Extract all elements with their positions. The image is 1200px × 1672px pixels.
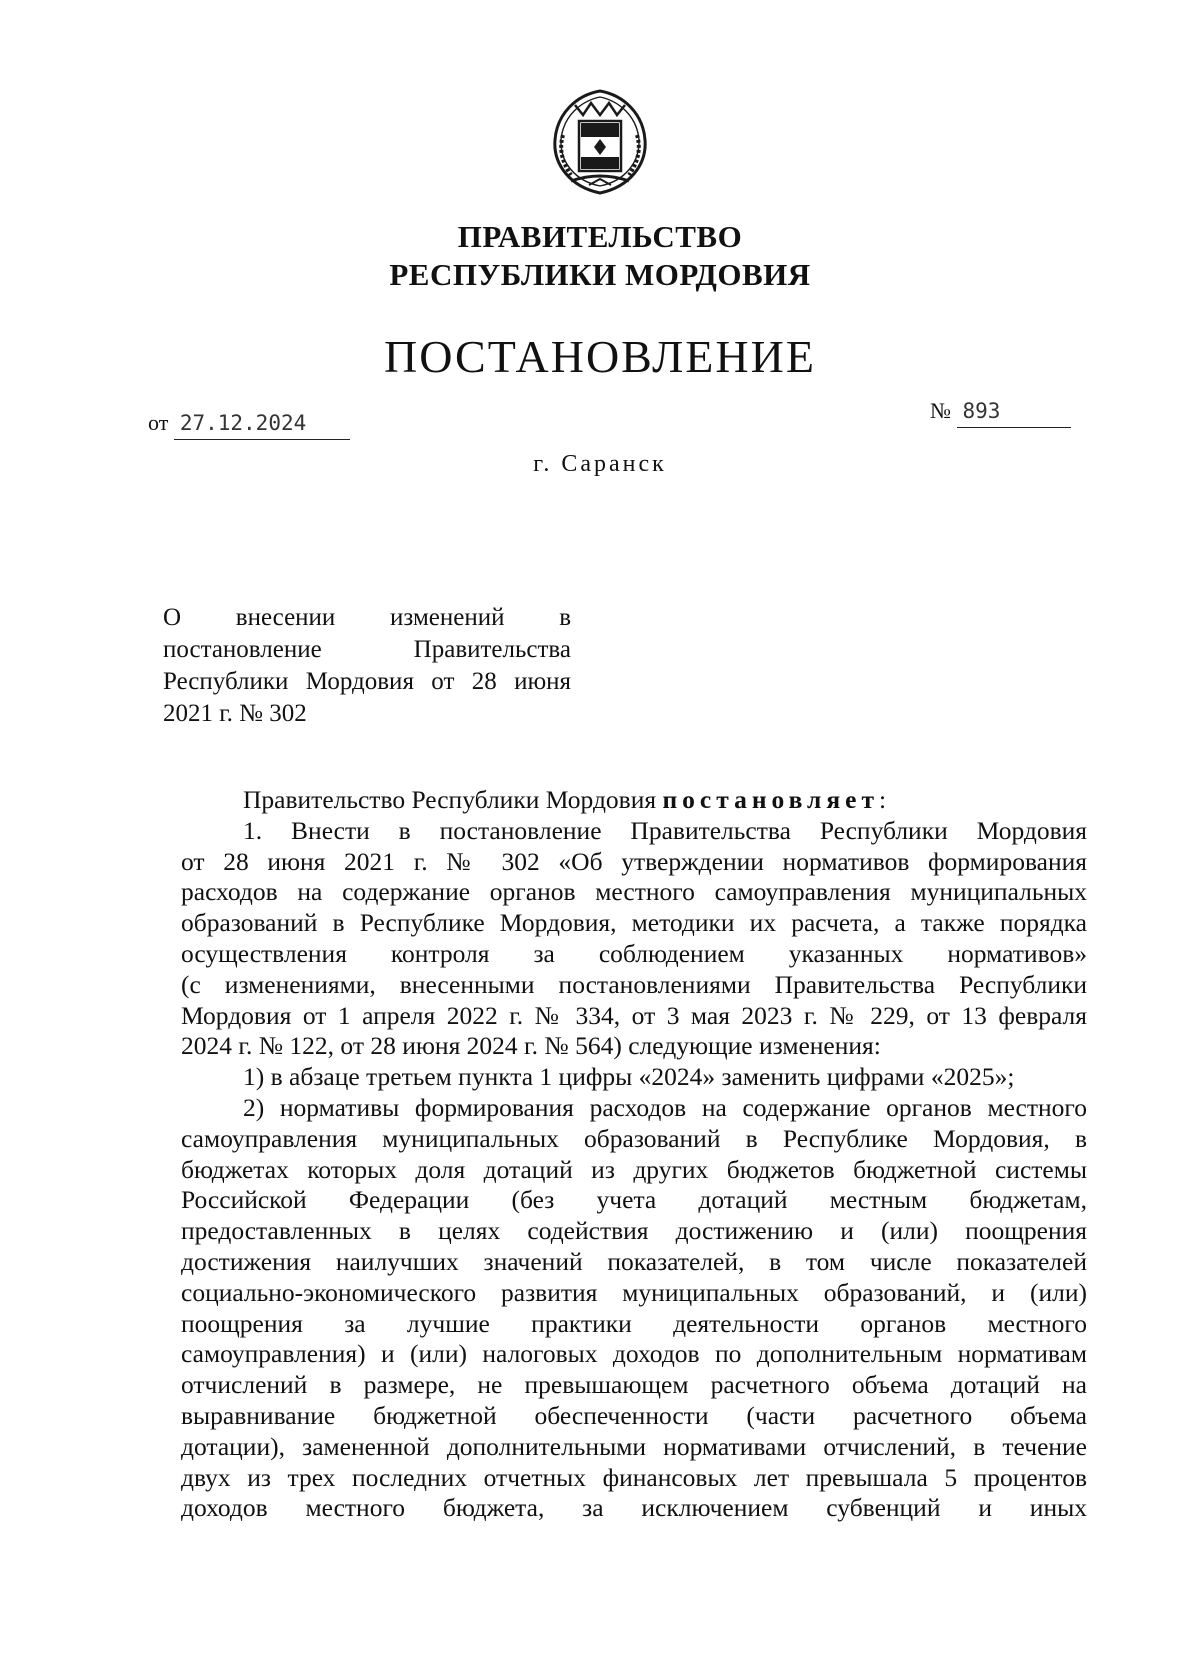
- body-line: осуществления контроля за соблюдением указанных нормативов»: [181, 938, 1087, 968]
- coat-of-arms-emblem-icon: [545, 85, 655, 199]
- body-line: самоуправления) и (или) налоговых доходов по дополнительным нормативам: [181, 1339, 1087, 1369]
- body-line: предоставленных в целях содействия достижению и (или) поощрения: [181, 1216, 1087, 1246]
- body-intro: [181, 785, 1087, 816]
- date-prefix: от: [148, 410, 169, 435]
- body-line: дотации), замененной дополнительными нормативами отчислений, в течение: [181, 1431, 1087, 1461]
- body-line: 2024 г. № 122, от 28 июня 2024 г. № 564) следующие изменения:: [181, 1031, 881, 1061]
- subject-line: постановление Правительства: [163, 636, 571, 663]
- subject-line: Республики Мордовия от 28 июня: [163, 668, 571, 695]
- body-line: достижения наилучших значений показателей, в том числе показателей: [181, 1246, 1087, 1276]
- body-line: доходов местного бюджета, за исключением субвенций и иных: [181, 1493, 1087, 1523]
- body-line: социально-экономического развития муниципальных образований, и (или): [181, 1277, 1087, 1307]
- body-line: 2) нормативы формирования расходов на содержание органов местного: [243, 1092, 1087, 1122]
- body-line: отчислений в размере, не превышающем расчетного объема дотаций на: [181, 1370, 1087, 1400]
- body-line: от 28 июня 2021 г. № 302 «Об утверждении нормативов формирования: [181, 846, 1087, 876]
- city-name: г. Саранск: [533, 451, 667, 477]
- body-line: 1) в абзаце третьем пункта 1 цифры «2024» заменить цифрами «2025»;: [243, 1062, 1015, 1092]
- body-line: расходов на содержание органов местного самоуправления муниципальных: [181, 877, 1087, 907]
- intro-resolves-word: постановляет: [662, 785, 880, 814]
- body-line: 1. Внести в постановление Правительства Республики Мордовия: [243, 815, 1087, 845]
- document-number: [930, 396, 1071, 428]
- organization-name-line-1: ПРАВИТЕЛЬСТВО: [457, 219, 743, 254]
- body-line: Мордовия от 1 апреля 2022 г. № 334, от 3 мая 2023 г. № 229, от 13 февраля: [181, 1000, 1087, 1030]
- date-value: 27.12.2024: [174, 408, 350, 440]
- intro-colon: :: [879, 785, 887, 814]
- body-line: двух из трех последних отчетных финансовых лет превышала 5 процентов: [181, 1462, 1087, 1492]
- body-line: (с изменениями, внесенными постановлениями Правительства Республики: [181, 969, 1087, 999]
- organization-name-line-2: РЕСПУБЛИКИ МОРДОВИЯ: [389, 257, 811, 292]
- body-line: выравнивание бюджетной обеспеченности (части расчетного объема: [181, 1400, 1087, 1430]
- body-line: образований в Республике Мордовия, методики их расчета, а также порядка: [181, 908, 1087, 938]
- subject-line: 2021 г. № 302: [163, 700, 307, 727]
- document-type-title: ПОСТАНОВЛЕНИЕ: [384, 331, 816, 382]
- body-line: бюджетах которых доля дотаций из других бюджетов бюджетной системы: [181, 1154, 1087, 1184]
- document-body: [181, 785, 1087, 1524]
- intro-text: Правительство Республики Мордовия: [243, 785, 663, 814]
- number-value: 893: [957, 396, 1071, 428]
- document-date: [148, 408, 350, 440]
- body-line: Российской Федерации (без учета дотаций местным бюджетам,: [181, 1185, 1087, 1215]
- body-line: самоуправления муниципальных образований в Республике Мордовия, в: [181, 1123, 1087, 1153]
- document-subject: [163, 602, 571, 730]
- subject-line: О внесении изменений в: [163, 604, 571, 631]
- body-line: поощрения за лучшие практики деятельности органов местного: [181, 1308, 1087, 1338]
- number-prefix: №: [930, 398, 951, 423]
